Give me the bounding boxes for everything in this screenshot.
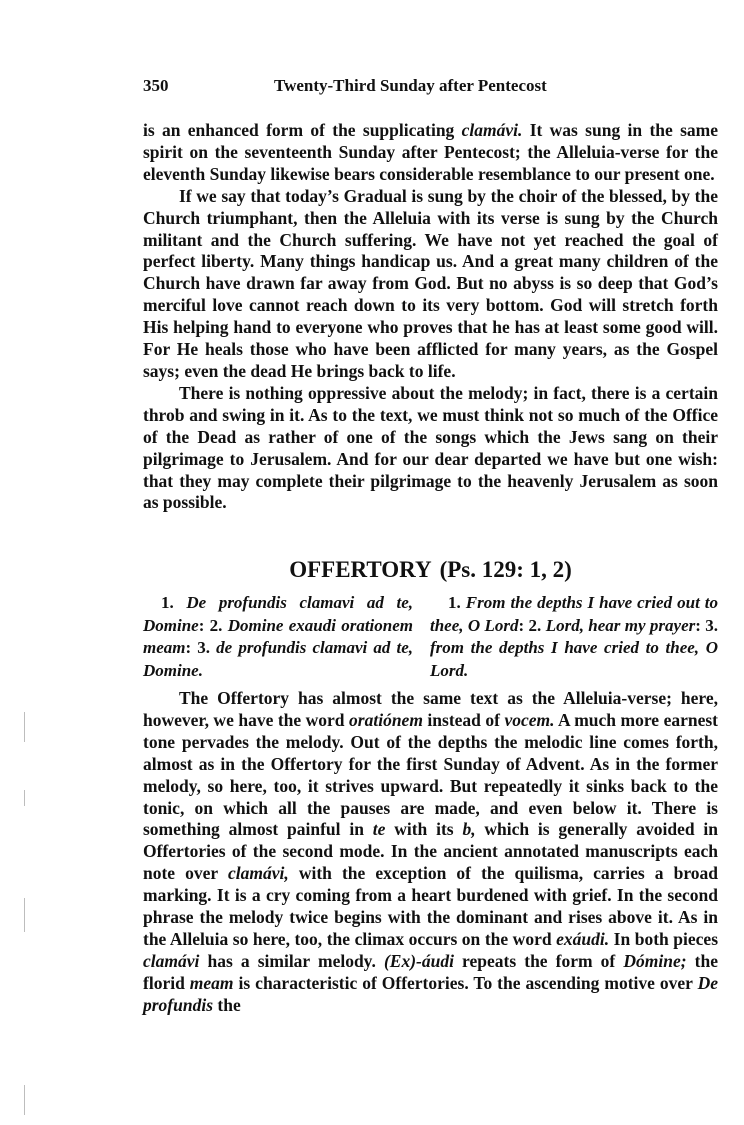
latin-verses: 1. De profundis clamavi ad te, Domine: 2. Domine exaudi orationem meam: 3. de profundis clamavi ad te, Domine. [143,593,414,681]
psalm-reference: (Ps. 129: 1, 2) [439,557,572,582]
scan-margin-mark [24,712,25,742]
paragraph-2: If we say that today’s Gradual is sung by the choir of the blessed, by the Church triumphant, then the Alleluia with its verse is sung by the Church militant and the Church suffering. We have not yet reached the goal of perfect liberty. Many things handicap us. And a great many children of the Church have drawn far away from God. But no abyss is so deep that God’s merciful love cannot reach down to its very bottom. God will stretch forth His helping hand to everyone who proves that he has at least some good will. For He heals those who have been afflicted for many years, as the Gospel says; even the dead He brings back to life. [143,185,718,381]
main-text-lower [143,688,718,1017]
running-header [143,76,718,100]
scan-margin-mark [24,898,25,932]
page-number: 350 [143,76,169,95]
latin-text-column [143,592,413,683]
paragraph-4: The Offertory has almost the same text as the Alleluia-verse; here, however, we have the word oratiónem instead of vocem. A much more earnest tone pervades the melody. Out of the depths the melodic line comes forth, almost as in the Offertory for the first Sunday of Advent. As in the former melody, so here, too, it strives upward. But repeatedly it sinks back to the tonic, on which all the pauses are made, and even below it. There is something almost painful in te with its b, which is generally avoided in Offertories of the second mode. In the ancient annotated manuscripts each note over clamávi, with the exception of the quilisma, carries a broad marking. It is a cry coming from a heart burdened with grief. In the second phrase the melody twice begins with the dominant and rises above it. As in the Alleluia so here, too, the climax occurs on the word exáudi. In both pieces clamávi has a similar melody. (Ex)-áudi repeats the form of Dómine; the florid meam is characteristic of Offertories. To the ascending motive over De profundis the [143,688,719,1015]
paragraph-1: is an enhanced form of the supplicating clamávi. It was sung in the same spirit on the seventeenth Sunday after Pentecost; the Alleluia-verse for the eleventh Sunday likewise bears considerable resemblance to our present one. [143,120,718,184]
running-title: Twenty-Third Sunday after Pentecost [274,76,547,95]
section-heading-offertory [143,556,718,586]
main-text-upper [143,120,718,514]
english-translation-column [430,592,718,683]
scan-margin-mark [24,1085,25,1115]
section-heading: OFFERTORY [289,557,432,582]
english-verses: 1. From the depths I have cried out to thee, O Lord: 2. Lord, hear my prayer: 3. from the depths I have cried to thee, O Lord. [430,593,719,681]
scan-margin-mark [24,790,25,806]
paragraph-3: There is nothing oppressive about the melody; in fact, there is a certain throb and swing in it. As to the text, we must think not so much of the Office of the Dead as rather of one of the songs which the Jews sang on their pilgrimage to Jerusalem. And for our dear departed we have but one wish: that they may complete their pilgrimage to the heavenly Jerusalem as soon as possible. [143,382,718,513]
